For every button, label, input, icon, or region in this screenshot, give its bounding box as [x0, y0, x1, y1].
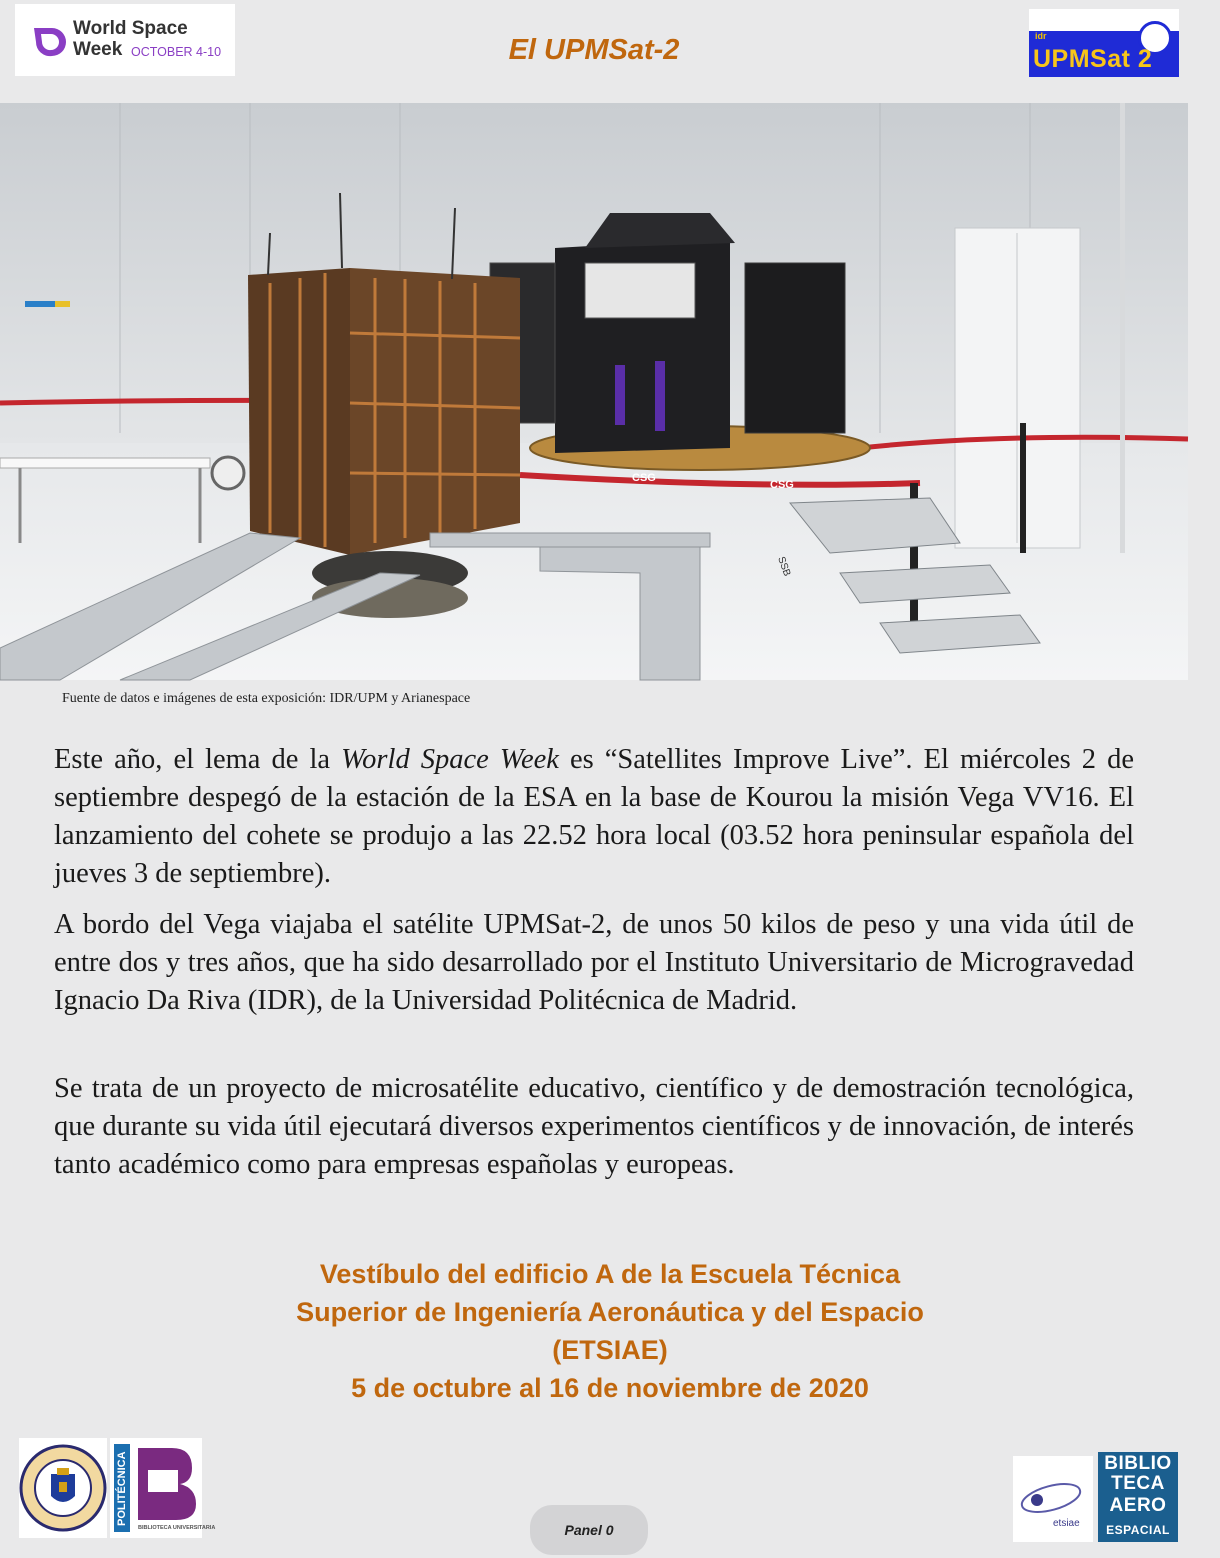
- etsiae-logo: [1013, 1456, 1093, 1542]
- paragraph-3: Se trata de un proyecto de microsatélite educativo, científico y de demostración tecnológica, que durante su vida útil ejecutará diversos experimentos científicos y de innovación, de interés tanto académico como para empresas españolas y europeas.: [54, 1073, 1134, 1180]
- ssb-label: SSB: [775, 555, 793, 578]
- upm-seal-icon: [19, 1438, 107, 1538]
- paragraph-1: [54, 741, 1134, 893]
- page-title: El UPMSat-2: [508, 34, 680, 66]
- upm-seal-logo: [19, 1438, 107, 1538]
- biblio-line-2: TECA: [1111, 1473, 1165, 1494]
- panel-label: Panel 0: [530, 1505, 648, 1555]
- politecnica-text: POLITÉCNICA: [116, 1451, 128, 1526]
- p1-after: es “Satellites Improve Live”. El miércoles 2 de septiembre despegó de la estación de la ESA en la base de Kourou la misión Vega VV16. El lanzamiento del cohete se produjo a las 22.52 hora local (03.52 hora peninsular española del jueves 3 de septiembre).: [54, 744, 1134, 889]
- venue-dates: 5 de octubre al 16 de noviembre de 2020: [351, 1373, 869, 1403]
- satellite-photo: [0, 103, 1188, 680]
- photo-caption: Fuente de datos e imágenes de esta exposición: IDR/UPM y Arianespace: [62, 691, 471, 706]
- wsw-line2: Week: [73, 39, 123, 60]
- biblioteca-aeroespacial-logo: [1098, 1452, 1178, 1542]
- etsiae-text: etsiae: [1053, 1518, 1080, 1529]
- biblio-line-4: ESPACIAL: [1106, 1523, 1170, 1537]
- upmsat-idr-label: idr: [1035, 31, 1047, 41]
- paragraph-2: A bordo del Vega viajaba el satélite UPMSat-2, de unos 50 kilos de peso y una vida útil de entre dos y tres años, que ha sido desarrollado por el Instituto Universitario de Microgravedad Ignacio Da Riva (IDR), de la Universidad Politécnica de Madrid.: [54, 909, 1134, 1016]
- csg-label-2: CSG: [770, 479, 794, 491]
- satellite-window: [585, 263, 695, 318]
- upmsat2-logo: [1029, 9, 1179, 77]
- venue-line-2: Superior de Ingeniería Aeronáutica y del Espacio: [296, 1297, 924, 1327]
- venue-line-1: Vestíbulo del edificio A de la Escuela Técnica: [319, 1259, 901, 1289]
- etsiae-icon: [1013, 1456, 1093, 1542]
- biblioteca-text: BIBLIOTECA UNIVERSITARIA: [138, 1525, 216, 1531]
- csg-label-1: CSG: [632, 472, 656, 484]
- biblioteca-universitaria-logo: [110, 1438, 216, 1538]
- solar-panel-right: [745, 263, 845, 433]
- biblioteca-universitaria-icon: [110, 1438, 216, 1538]
- biblio-line-3: AERO: [1109, 1495, 1167, 1516]
- venue-line-3: (ETSIAE): [552, 1335, 668, 1365]
- wall-clock: [212, 457, 244, 489]
- wsw-line1: World Space: [73, 18, 188, 39]
- upmsat-logo-text: UPMSat 2: [1033, 45, 1153, 73]
- table-left: [0, 458, 210, 468]
- p1-italic: World Space Week: [341, 744, 559, 775]
- p1-before: Este año, el lema de la: [54, 744, 342, 775]
- biblio-line-1: BIBLIO: [1104, 1453, 1172, 1474]
- wsw-dates: OCTOBER 4-10: [131, 45, 222, 59]
